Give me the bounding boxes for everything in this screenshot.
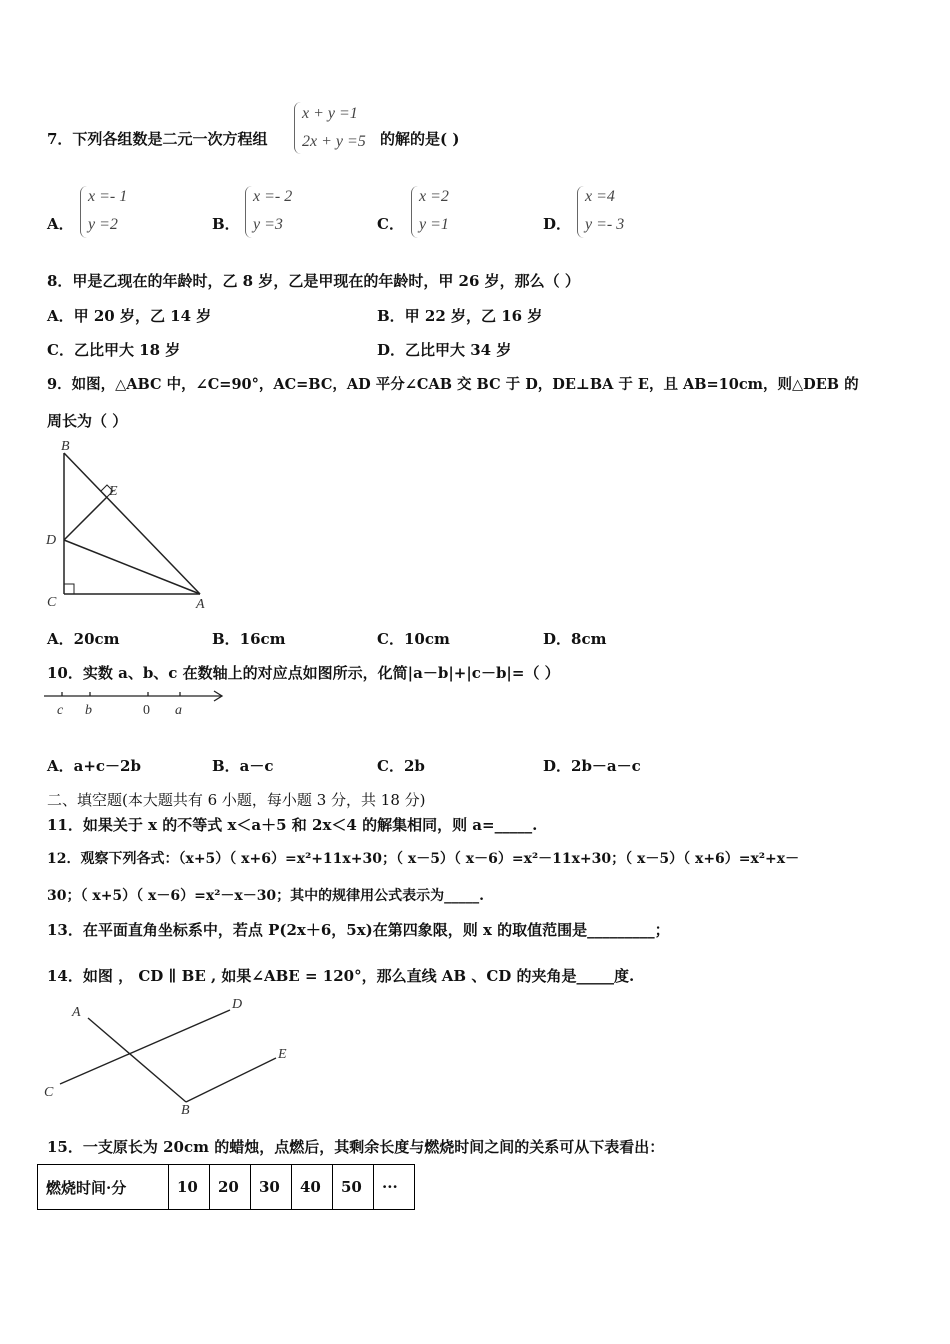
q7-option-b-brace: [245, 186, 252, 238]
q7-option-d-line2: y =- 3: [585, 216, 625, 233]
q15-header-time: 燃烧时间·分: [38, 1165, 169, 1210]
q15-text: 15．一支原长为 20cm 的蜡烛，点燃后，其剩余长度与燃烧时间之间的关系可从下表看出：: [47, 1138, 665, 1156]
q7-option-c-label: C．: [377, 215, 404, 233]
q10-option-a: A．a+c－2b: [47, 757, 141, 775]
q7-option-d: [585, 183, 624, 239]
q9-label-e: E: [109, 484, 118, 499]
q7-system-eq1: x + y =1: [302, 105, 358, 122]
q14-text: 14．如图 ， CD ∥ BE , 如果∠ABE = 120°，那么直线 AB 、CD 的夹角是_____度.: [47, 967, 635, 985]
table-row: [38, 1165, 415, 1210]
q7-option-a: [88, 183, 127, 239]
q7-tail: 的解的是( ): [380, 130, 460, 148]
q15-header-40: 40: [292, 1165, 333, 1210]
q7-system: [302, 100, 366, 156]
q9-label-b: B: [61, 439, 70, 454]
q7-option-b: [253, 183, 292, 239]
q7-option-c: [419, 183, 449, 239]
q7-system-eq2: 2x + y =5: [302, 133, 366, 150]
q7-option-c-line1: x =2: [419, 188, 449, 205]
q9-stem-line1: 9．如图，△ABC 中，∠C=90°，AC=BC，AD 平分∠CAB 交 BC 于 D，DE⊥BA 于 E，且 AB=10cm，则△DEB 的: [47, 376, 859, 393]
q9-option-a: A．20cm: [47, 630, 120, 648]
q12-line2: 30；（ x+5）（ x－6）=x²－x－30；其中的规律用公式表示为_____.: [47, 888, 485, 904]
q14-label-d: D: [232, 997, 243, 1012]
section2-heading: 二、填空题(本大题共有 6 小题，每小题 3 分，共 18 分): [47, 791, 426, 809]
q15-header-ellipsis: ···: [374, 1165, 415, 1210]
q7-option-b-label: B．: [212, 215, 240, 233]
q8-option-a: A．甲 20 岁，乙 14 岁: [47, 307, 212, 325]
q8-option-d: D．乙比甲大 34 岁: [377, 341, 512, 359]
q9-option-b: B．16cm: [212, 630, 286, 648]
q10-option-b: B．a－c: [212, 757, 274, 775]
q7-option-d-label: D．: [543, 215, 572, 233]
q11-text: 11．如果关于 x 的不等式 x＜a＋5 和 2x＜4 的解集相同，则 a=_____.: [47, 816, 538, 834]
q10-axis-zero: 0: [143, 703, 150, 718]
q7-stem: 7．下列各组数是二元一次方程组: [47, 130, 268, 148]
q10-stem: 10．实数 a、b、c 在数轴上的对应点如图所示，化简|a－b|+|c－b|=（ ）: [47, 664, 560, 682]
q9-option-d: D．8cm: [543, 630, 607, 648]
q9-label-a: A: [196, 597, 205, 612]
q7-option-c-brace: [411, 186, 418, 238]
q10-axis-b: b: [85, 703, 92, 718]
q7-option-b-line1: x =- 2: [253, 188, 293, 205]
q10-option-d: D．2b－a－c: [543, 757, 641, 775]
q7-option-a-brace: [80, 186, 87, 238]
q14-label-a: A: [72, 1005, 81, 1020]
q8-option-b: B．甲 22 岁，乙 16 岁: [377, 307, 543, 325]
q7-option-c-line2: y =1: [419, 216, 449, 233]
q14-label-b: B: [181, 1103, 190, 1117]
q7-option-a-line1: x =- 1: [88, 188, 128, 205]
q8-stem: 8．甲是乙现在的年龄时，乙 8 岁，乙是甲现在的年龄时，甲 26 岁，那么（ ）: [47, 272, 580, 290]
q14-label-e: E: [278, 1047, 287, 1062]
q7-system-brace: [294, 102, 301, 154]
q9-triangle-figure: [40, 432, 220, 617]
q12-line1: 12．观察下列各式：（x+5）（ x+6）=x²+11x+30；（ x－5）（ x－6）=x²－11x+30；（ x－5）（ x+6）=x²+x－: [47, 851, 800, 867]
q10-number-line: [40, 684, 230, 718]
q10-option-c: C．2b: [377, 757, 425, 775]
q15-header-30: 30: [251, 1165, 292, 1210]
q14-parallel-lines-figure: [40, 992, 300, 1117]
q10-axis-a: a: [175, 703, 182, 718]
q7-option-b-line2: y =3: [253, 216, 283, 233]
q7-option-d-brace: [577, 186, 584, 238]
q9-label-c: C: [47, 595, 57, 610]
q15-burn-table: [37, 1164, 415, 1210]
q9-option-c: C．10cm: [377, 630, 450, 648]
q14-label-c: C: [44, 1085, 54, 1100]
q9-label-d: D: [46, 533, 57, 548]
q7-option-d-line1: x =4: [585, 188, 615, 205]
q7-option-a-line2: y =2: [88, 216, 118, 233]
q13-text: 13．在平面直角坐标系中，若点 P(2x＋6，5x)在第四象限，则 x 的取值范围是_________；: [47, 921, 670, 939]
q10-axis-c: c: [57, 703, 64, 718]
q15-header-50: 50: [333, 1165, 374, 1210]
q15-header-20: 20: [210, 1165, 251, 1210]
q8-option-c: C．乙比甲大 18 岁: [47, 341, 181, 359]
q7-option-a-label: A．: [47, 215, 74, 233]
q15-header-10: 10: [169, 1165, 210, 1210]
q9-stem-line2: 周长为（ ）: [47, 412, 128, 430]
